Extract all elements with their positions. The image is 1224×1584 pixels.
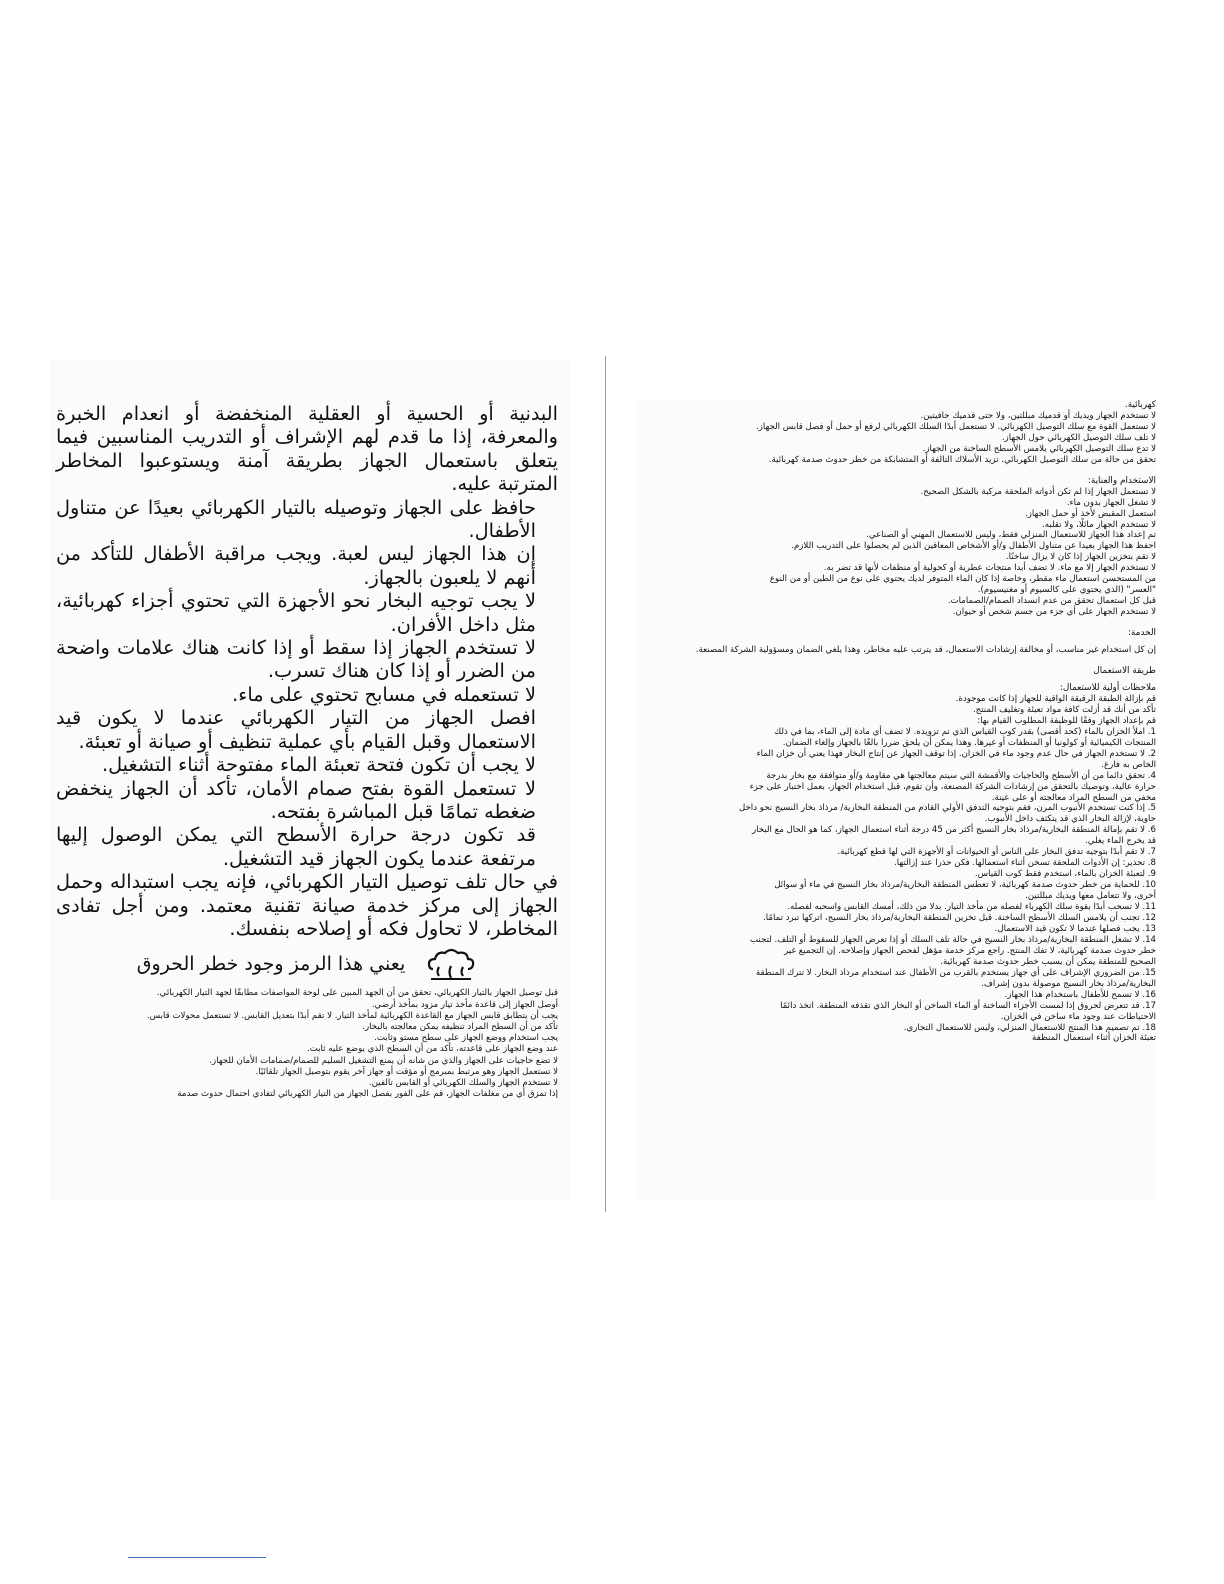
paragraph: لا تستعمل القوة بفتح صمام الأمان، تأكد أن الجهاز ينخفض ضغطه تمامًا قبل المباشرة بفتحه.	[56, 776, 536, 823]
right-page	[636, 400, 1156, 1200]
text-line: لا تضع حاجيات على الجهاز والذي من شانه أن يمنع التشغيل السليم للصمام/صمامات الأمان للجهاز.	[209, 1055, 558, 1066]
paragraph: لا يجب توجيه البخار نحو الأجهزة التي تحتوي أجزاء كهربائية، مثل داخل الأفران.	[56, 589, 536, 636]
text-line: 5. إذا كنت تستخدم الأنبوب المرن، فقم بتوجيه التدفق الأولي القادم من المنطقة البخارية/ مرذاذ بخار النسيج نحو داخل	[738, 803, 1156, 814]
service-section	[636, 628, 1156, 656]
text-line: 6. لا تقم بإمالة المنطقة البخارية/مرذاذ بخار النسيج أكثر من 45 درجة أثناء استعمال الجهاز، كما هو الحال مع البخار	[751, 825, 1156, 836]
paragraph: لا تستعمله في مسابح تحتوي على ماء.	[232, 682, 536, 706]
text-line: لا تشغل الجهاز بدون ماء.	[1066, 497, 1156, 508]
text-line: قم بإعداد الجهاز وفقًا للوظيفة المطلوب القيام بها:	[977, 715, 1156, 726]
text-line: 14. لا تشغل المنطقة البخارية/مرذاذ بخار النسيج في حالة تلف السلك أو إذا تعرض الجهاز للسقوط أو التلف. لتجنب	[749, 934, 1156, 945]
text-line: 11. لا تسحب أبدًا بقوة سلك الكهرباء لفصله من مأخذ التيار. بدلا من ذلك، أمسك القابس واسحبه لفصله.	[787, 902, 1156, 913]
text-line: 1. املأ الخزان بالماء (كحد أقصى) بقدر كوب القياس الذي تم تزويده. لا تضف أي مادة إلى الماء، بما في ذلك	[774, 726, 1156, 737]
burn-warning-row	[56, 946, 558, 982]
text-line: قبل كل استعمال تحقق من عدم انسداد الصمام/الصمامات.	[947, 596, 1156, 607]
text-line: يجب أن يتطابق قابس الجهاز مع القاعدة الكهربائية لمأخذ التيار. لا تقم أبدًا بتعديل القابس. لا تستعمل محولات قابس.	[146, 1010, 558, 1021]
text-line: مخفي من السطح المراد معالجته أو على عينة.	[991, 792, 1156, 803]
usage-section	[636, 666, 1156, 1044]
text-line: احفظ هذا الجهاز بعيدا عن متناول الأطفال و/أو الأشخاص المعاقين الذين لم يحصلوا على التدريب اللازم.	[791, 541, 1156, 552]
text-line: 18. تم تصميم هذا المنتج للاستعمال المنزلي، وليس للاستعمال التجاري.	[903, 1022, 1156, 1033]
text-line: لا تستعمل القوة مع سلك التوصيل الكهربائي. لا تستعمل أبدًا السلك الكهربائي لرفع أو حمل أو فصل قابس الجهاز.	[756, 421, 1156, 432]
text-line: قد يخرج الماء يغلي.	[1085, 836, 1156, 847]
text-line: تعبئة الخزان أثناء استعمال المنظفة	[1031, 1033, 1156, 1044]
burn-warning-text: يعني هذا الرمز وجود خطر الحروق	[136, 953, 406, 976]
left-page	[50, 360, 570, 1200]
text-line: تأكد من أنك قد أزلت كافة مواد تعبئة وتغليف المنتج.	[972, 704, 1156, 715]
text-line: تحقق من حالة من سلك التوصيل الكهربائي. تزيد الأسلاك التالفة أو المتشابكة من خطر حدوث صدمة كهربائية.	[768, 454, 1156, 465]
text-line: الصحيح للمنطقة يمكن أن يسبب خطر حدوث صدمة كهربائية.	[940, 956, 1156, 967]
text-line: 12. تجنب أن يلامس السلك الأسطح الساخنة. قبل تخزين المنطقة البخارية/مرذاذ بخار النسيج، اتركها تبرد تمامًا.	[763, 912, 1156, 923]
large-text-block	[50, 360, 570, 982]
text-line: تأكد من أن السطح المراد تنظيفه يمكن معالجته بالبخار.	[362, 1021, 558, 1032]
text-line: 8. تحذير: إن الأدوات الملحقة تسخن أثناء استعمالها. فكن حذرا عند إزالتها.	[894, 858, 1156, 869]
paragraph: افصل الجهاز من التيار الكهربائي عندما لا يكون قيد الاستعمال وقبل القيام بأي عملية تنظيف أو صيانة أو تعبئة.	[56, 706, 536, 753]
text-line: من المستحسن استعمال ماء مقطر، وخاصة إذا كان الماء المتوفر لديك يحتوي على نوع من الطين أو من النوع	[769, 574, 1156, 585]
text-line: الاحتياطات عند وجود ماء ساخن في الخزان.	[1000, 1011, 1156, 1022]
text-line: أخرى، ولا تتعامل معها ويديك مبللتين.	[1025, 891, 1156, 902]
text-line: قبل توصيل الجهاز بالتيار الكهربائي، تحقق من أن الجهد المبين على لوحة المواصفات مطابقًا لجهد التيار الكهربائي.	[156, 988, 558, 999]
text-line: لا تستخدم الجهاز ويديك أو قدميك مبللتين، ولا حتى قدميك حافيتين.	[920, 410, 1156, 421]
text-line: إذا تمزق أي من مغلفات الجهاز، قم على الفور بفصل الجهاز من التيار الكهربائي لتفادي احتمال حدوث صدمة	[177, 1089, 558, 1100]
text-line: لا تستخدم الجهاز مائلًا، ولا تقلبه.	[1042, 519, 1156, 530]
text-line: لا تستخدم الجهاز إلا مع ماء. لا تضف أبدا منتجات عطرية أو كحولية أو منظفات لأنها قد تضر به.	[823, 563, 1156, 574]
text-line: لا تدع سلك التوصيل الكهربائي يلامس الأسطح الساخنة من الجهاز.	[922, 443, 1156, 454]
text-line: "العسر" (الذي يحتوي على كالسيوم أو مغنيسيوم).	[977, 585, 1156, 596]
subsection-heading: ملاحظات أولية للاستعمال:	[1059, 682, 1156, 693]
text-line: حاوية، لإزالة البخار الذي قد يتكثف داخل الأنبوب.	[984, 814, 1156, 825]
section-heading: كهربائية.	[1124, 400, 1156, 410]
use-and-care-section	[636, 476, 1156, 618]
paragraph: في حال تلف توصيل التيار الكهربائي، فإنه يجب استبداله وحمل الجهاز إلى مركز خدمة صيانة تقنية معتمد. ومن أجل تفادى المخاطر، لا تحاول فكه أو إصلاحه بنفسك.	[56, 870, 558, 940]
text-line: 7. لا تقم أبدًا بتوجيه تدفق البخار على الناس أو الحيوانات أو الأجهزة التي لها قطع كهربائية.	[837, 847, 1156, 858]
small-text-block	[50, 984, 570, 1100]
text-line: البخارية/مرذاذ بخار النسيج موصولة بدون إشراف.	[981, 978, 1156, 989]
hot-surface-steam-icon	[425, 947, 477, 981]
text-line: عند وضع الجهاز على قاعدته، تأكد من أن السطح الذي يوضع عليه ثابت.	[306, 1044, 558, 1055]
text-line: قم بإزالة الطبقة الرقيقة الواقية للجهاز إذا كانت موجودة.	[955, 693, 1156, 704]
paragraph: لا تستخدم الجهاز إذا سقط أو إذا كانت هناك علامات واضحة من الضرر أو إذا كان هناك تسرب.	[56, 636, 536, 683]
text-line: الخاص به فارغ.	[1101, 759, 1156, 770]
text-line: لا تستخدم الجهاز على أي جزء من جسم شخص أو حيوان.	[952, 607, 1156, 618]
paragraph: البدنية أو الحسية أو العقلية المنخفضة أو انعدام الخبرة والمعرفة، إذا ما قدم لهم الإشراف أو التدريب المناسبين فيما يتعلق باستعمال الجهاز بطريقة آمنة ويستوعبوا المخاطر المترتبة عليه.	[56, 402, 558, 496]
paragraph: لا يجب أن تكون فتحة تعبئة الماء مفتوحة أثناء التشغيل.	[101, 753, 536, 777]
text-line: لا تستخدم الجهاز والسلك الكهربائي أو القابس تالفين.	[369, 1077, 558, 1088]
text-line: 4. تحقق دائما من أن الأسطح والحاجيات والأقمشة التي سيتم معالجتها هي مقاومة و/أو متوافقة مع بخار بدرجة	[766, 770, 1156, 781]
text-line: 13. يجب فصلها عندما لا تكون قيد الاستعمال.	[994, 923, 1156, 934]
text-line: استعمل المقبض لأخذ أو حمل الجهاز.	[1025, 508, 1156, 519]
text-line: 2. لا تستخدم الجهاز في حال عدم وجود ماء في الخزان. إذا توقف الجهاز عن إنتاج البخار فهذا يعني أن خزان الماء	[756, 748, 1156, 759]
text-line: لا تستعمل الجهاز وهو مرتبط بمبرمج أو مؤقت أو جهاز آخر يقوم بتوصيل الجهاز تلقائيًا.	[255, 1066, 558, 1077]
text-line: إن كل استخدام غير مناسب، أو مخالفة إرشادات الاستعمال، قد يترتب عليه مخاطر، وهذا يلغي الضمان ومسؤولية الشركة المصنعة.	[695, 645, 1156, 656]
text-line: لا تقم بتخزين الجهاز إذا كان لا يزال ساخنًا.	[1005, 552, 1156, 563]
section-heading: الاستخدام والعناية:	[1087, 475, 1156, 486]
text-line: 10. للحماية من خطر حدوث صدمة كهربائية، لا تغطس المنطقة البخارية/مرذاذ بخار النسيج في ماء أو سوائل	[774, 880, 1156, 891]
footnote-separator	[128, 1557, 266, 1558]
text-line: 16. لا تسمح للأطفال باستخدام هذا الجهاز.	[1004, 989, 1156, 1000]
paragraph: قد تكون درجة حرارة الأسطح التي يمكن الوصول إليها مرتفعة عندما يكون الجهاز قيد التشغيل.	[56, 823, 536, 870]
section-heading: طريقة الاستعمال	[1093, 666, 1156, 677]
text-line: 15. من الضروري الإشراف على أي جهاز يستخدم بالقرب من الأطفال عند استخدام مرذاذ البخار. لا تترك المنطقة	[755, 967, 1156, 978]
electric-safety-section	[636, 400, 1156, 466]
text-line: يجب استخدام ووضع الجهاز على سطح مستو وثابت.	[374, 1033, 558, 1044]
text-line: 9. لتعبئة الخزان بالماء، استخدم فقط كوب القياس.	[974, 869, 1156, 880]
paragraph: إن هذا الجهاز ليس لعبة. ويجب مراقبة الأطفال للتأكد من أنهم لا يلعبون بالجهاز.	[56, 542, 536, 589]
text-line: خطر حدوث صدمة كهربائية، لا تفك المنتج. راجع مركز خدمة مؤهل لفحص الجهاز وإصلاحه. إن التجميع غير	[784, 945, 1156, 956]
paragraph: حافظ على الجهاز وتوصيله بالتيار الكهربائي بعيدًا عن متناول الأطفال.	[56, 495, 536, 543]
text-line: 17. قد تتعرض لحروق إذا لمست الأجزاء الساخنة أو الماء الساخن أو البخار الذي تقذفه المنطقة. اتخذ دائمًا	[780, 1000, 1156, 1011]
text-line: لا تستعمل الجهاز إذا لم تكن أدواته الملحقة مركبة بالشكل الصحيح.	[920, 486, 1156, 497]
text-line: لا تلف سلك التوصيل الكهربائي حول الجهاز.	[1001, 432, 1156, 443]
text-line: أوصل الجهاز إلى قاعدة مأخذ تيار مزود بمأخذ أرضي.	[371, 999, 558, 1010]
page-divider	[605, 356, 606, 1212]
text-line: حرارة عالية، وتوصيك بالتحقق من إرشادات الشركة المصنعة، وأن تقوم، قبل استخدام الجهاز، بعمل اختبار على جزء	[749, 781, 1156, 792]
section-heading: الخدمة:	[1127, 628, 1156, 639]
text-line: تم إعداد هذا الجهاز للاستعمال المنزلي فقط، وليس للاستعمال المهني أو الصناعي.	[866, 530, 1156, 541]
text-line: المنتجات الكيميائية أو كولونيا أو المنظفات أو غيرها. وهذا يمكن أن يلحق ضررا بالغًا بالجهاز وإلغاء الضمان.	[782, 737, 1156, 748]
